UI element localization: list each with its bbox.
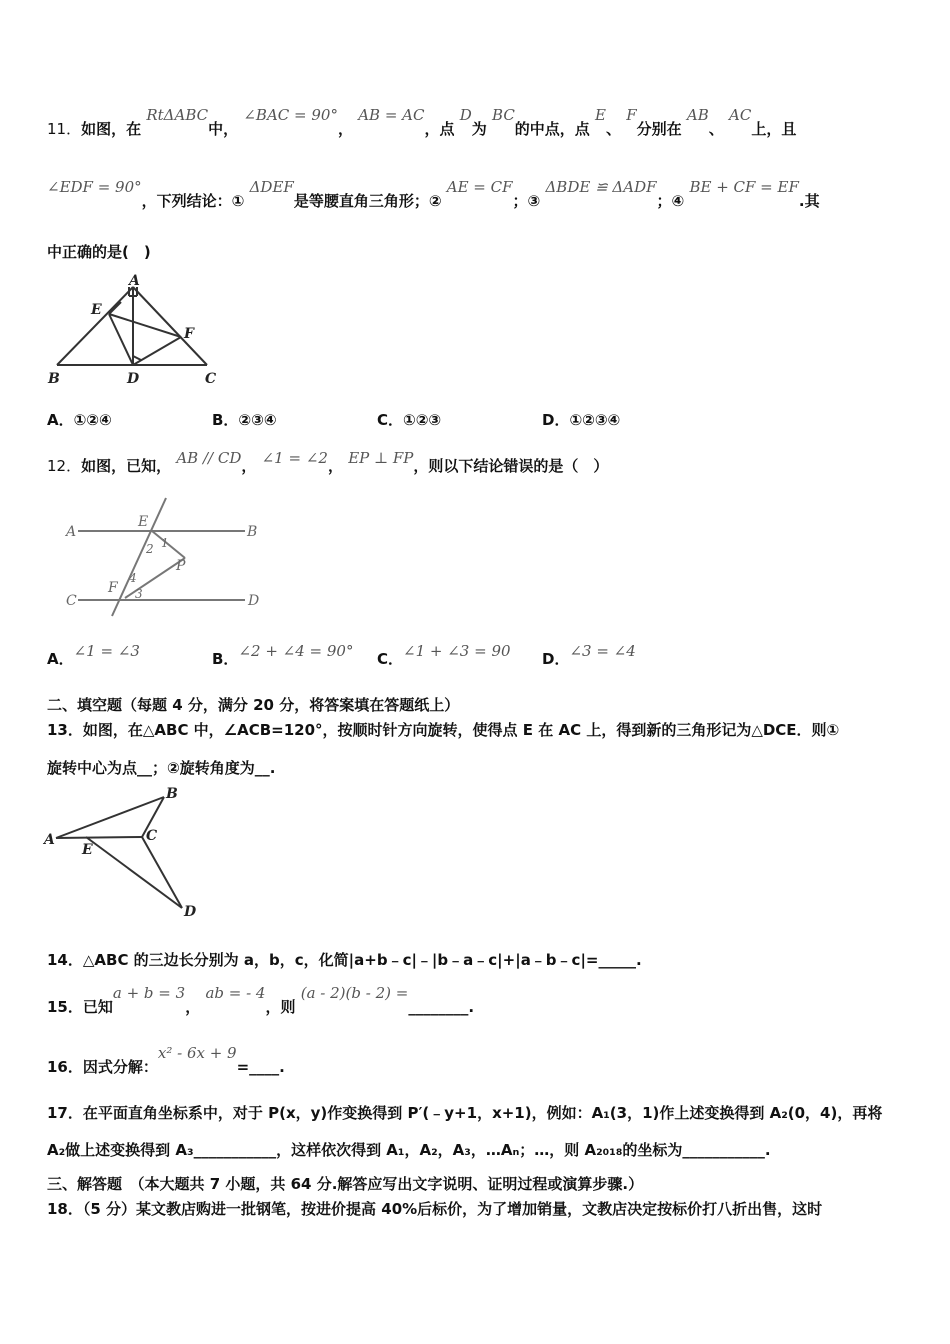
q13-line2: 旋转中心为点__；②旋转角度为__. (47, 759, 276, 777)
fig12-label-b: B (247, 524, 258, 540)
q12-figure (60, 490, 270, 620)
fig12-label-a: A (66, 524, 77, 540)
q11-line1: 11．如图，在 RtΔABC中， ∠BAC = 90°， AB = AC，点 D为 BC的中点，点 E、 F分别在 AB、 AC上，且 (47, 106, 797, 138)
q11-option-d[interactable]: D．①②③④ (542, 411, 621, 429)
fig13-label-e: E (82, 842, 93, 858)
q12-option-a[interactable]: A．∠1 = ∠3 (47, 642, 140, 668)
q13-figure (42, 780, 202, 920)
q11-option-b[interactable]: B．②③④ (212, 411, 277, 429)
fig11-label-c: C (205, 371, 217, 387)
fig11-label-e: E (91, 302, 102, 318)
section-3-heading: 三、解答题 （本大题共 7 小题，共 64 分.解答应写出文字说明、证明过程或演算步骤.） (47, 1175, 644, 1193)
q11-option-a[interactable]: A．①②④ (47, 411, 112, 429)
fig12-label-4: 4 (129, 571, 137, 585)
q13-line1: 13．如图，在△ABC 中，∠ACB=120°，按顺时针方向旋转，使得点 E 在 AC 上，得到新的三角形记为△DCE．则① (47, 721, 840, 739)
fig13-label-d: D (184, 904, 197, 920)
fig11-label-d: D (127, 371, 140, 387)
math-rt-abc: RtΔABC (146, 106, 209, 124)
q12-option-c[interactable]: C．∠1 + ∠3 = 90 (377, 642, 511, 668)
fig12-label-p: P (176, 558, 186, 574)
q18-text: 18．（5 分）某文教店购进一批钢笔，按进价提高 40%后标价，为了增加销量，文教店决定按标价打八折出售，这时 (47, 1200, 823, 1218)
fig11-label-b: B (48, 371, 60, 387)
fig12-label-f: F (108, 580, 118, 596)
fig11-label-a: A (129, 273, 140, 289)
q17-line2: A₂做上述变换得到 A₃___________，这样依次得到 A₁，A₂，A₃，…Aₙ；…，则 A₂₀₁₈的坐标为___________. (47, 1141, 771, 1159)
fig13-label-a: A (44, 832, 55, 848)
fig12-label-1: 1 (161, 536, 169, 550)
fig12-label-e: E (138, 514, 149, 530)
fig11-label-f: F (184, 326, 194, 342)
q11-figure (45, 272, 225, 390)
q12-option-d[interactable]: D．∠3 = ∠4 (542, 642, 636, 668)
fig12-label-c: C (66, 593, 77, 609)
q12-line1: 12．如图，已知， AB // CD， ∠1 = ∠2， EP ⊥ FP，则以下结论错误的是（ ） (47, 449, 609, 475)
fig13-label-c: C (146, 828, 158, 844)
fig12-label-3: 3 (135, 587, 143, 601)
q14-text: 14．△ABC 的三边长分别为 a，b，c，化简|a+b﹣c|﹣|b﹣a﹣c|+|a﹣b﹣c|=_____. (47, 951, 642, 969)
q11-line3: 中正确的是( ) (47, 243, 151, 261)
q17-line1: 17．在平面直角坐标系中，对于 P(x，y)作变换得到 P′(﹣y+1，x+1)，例如：A₁(3，1)作上述变换得到 A₂(0，4)，再将 (47, 1104, 883, 1122)
q11-line2: ∠EDF = 90°，下列结论：① ΔDEF是等腰直角三角形；② AE = CF；③ ΔBDE ≌ ΔADF；④ BE + CF = EF.其 (47, 178, 820, 210)
fig12-label-2: 2 (146, 542, 154, 556)
q12-option-b[interactable]: B．∠2 + ∠4 = 90° (212, 642, 354, 668)
q16-line: 16．因式分解：x² - 6x + 9=____. (47, 1044, 285, 1076)
section-2-heading: 二、填空题（每题 4 分，满分 20 分，将答案填在答题纸上） (47, 696, 460, 714)
fig12-label-d: D (248, 593, 260, 609)
q15-line: 15．已知a + b = 3， ab = - 4，则 (a - 2)(b - 2) =________. (47, 984, 475, 1016)
q11-option-c[interactable]: C．①②③ (377, 411, 442, 429)
fig13-label-b: B (166, 786, 178, 802)
